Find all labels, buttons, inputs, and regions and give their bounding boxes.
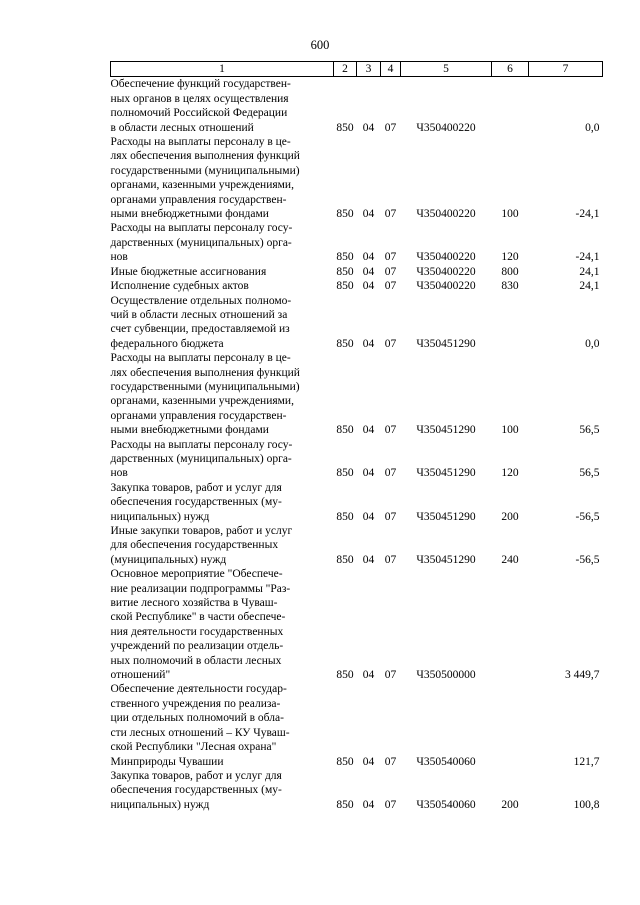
row-subsection: 07 — [384, 251, 397, 264]
row-expense-type: 100 — [501, 208, 519, 221]
row-name — [111, 769, 334, 812]
budget-table — [110, 61, 603, 812]
row-admin-code: 850 — [336, 121, 354, 134]
header-col-2: 2 — [334, 62, 357, 77]
row-name-line: ных полномочий в области лесных — [110, 654, 282, 667]
row-admin-code: 850 — [336, 337, 354, 350]
row-expense-type: 240 — [501, 553, 519, 566]
row-amount: 0,0 — [585, 337, 600, 350]
table-row — [111, 438, 603, 481]
row-name-line: Обеспечение деятельности государ- — [110, 683, 287, 696]
row-section: 04 — [362, 280, 375, 293]
header-col-3: 3 — [357, 62, 381, 77]
row-name-line: в области лесных отношений — [110, 121, 254, 134]
row-name-line: органами управления государствен- — [110, 193, 287, 206]
row-name — [111, 77, 334, 135]
table-row — [111, 279, 603, 293]
row-name — [111, 682, 334, 768]
row-name-line: ными внебюджетными фондами — [110, 208, 269, 221]
row-name-line: полномочий Российской Федерации — [110, 107, 288, 120]
table-row — [111, 524, 603, 567]
row-name — [111, 265, 334, 279]
row-name-line: для обеспечения государственных — [110, 539, 279, 552]
row-target-article: Ч350540060 — [416, 798, 476, 811]
row-name-line: ской Республики "Лесная охрана" — [110, 741, 277, 754]
row-name-line: ции отдельных полномочий в обла- — [110, 712, 284, 725]
row-name-line: органами, казенными учреждениями, — [110, 395, 294, 408]
row-name-line: ственного учреждения по реализа- — [110, 697, 281, 710]
row-name-line: Расходы на выплаты персоналу в це- — [110, 352, 291, 365]
row-name-line: (муниципальных) нужд — [110, 553, 227, 566]
row-name-line: Осуществление отдельных полномо- — [110, 294, 292, 307]
row-name-line: государственными (муниципальными) — [110, 380, 300, 393]
row-amount: 56,5 — [579, 424, 600, 437]
row-name-line: отношений" — [110, 669, 171, 682]
row-admin-code: 850 — [336, 208, 354, 221]
table-row — [111, 682, 603, 768]
header-col-6: 6 — [492, 62, 529, 77]
header-col-1: 1 — [111, 62, 334, 77]
row-name-line: ных органов в целях осуществления — [110, 92, 289, 105]
row-name — [111, 221, 334, 264]
row-name-line: обеспечения государственных (му- — [110, 496, 282, 509]
row-expense-type — [492, 682, 529, 768]
row-target-article: Ч350451290 — [416, 337, 476, 350]
row-section: 04 — [362, 337, 375, 350]
row-target-article: Ч350451290 — [416, 424, 476, 437]
row-target-article: Ч350451290 — [416, 467, 476, 480]
row-name-line: дарственных (муниципальных) орга- — [110, 236, 292, 249]
row-name-line: учреждений по реализации отдель- — [110, 640, 284, 653]
row-admin-code: 850 — [336, 424, 354, 437]
table-row — [111, 265, 603, 279]
row-name-line: лях обеспечения выполнения функций — [110, 366, 300, 379]
table-row — [111, 567, 603, 682]
page-number: 600 — [310, 38, 330, 52]
table-row — [111, 135, 603, 221]
row-target-article: Ч350400220 — [416, 251, 476, 264]
header-row — [111, 62, 603, 77]
row-expense-type — [492, 77, 529, 135]
row-subsection: 07 — [384, 510, 397, 523]
table-row — [111, 481, 603, 524]
table-row — [111, 351, 603, 437]
row-name-line: Закупка товаров, работ и услуг для — [110, 769, 282, 782]
row-name-line: ными внебюджетными фондами — [110, 424, 269, 437]
table-body — [111, 77, 603, 812]
row-name-line: Минприроды Чувашии — [110, 755, 224, 768]
row-admin-code: 850 — [336, 265, 354, 278]
row-expense-type: 830 — [501, 280, 519, 293]
row-name-line: Основное мероприятие "Обеспече- — [110, 568, 283, 581]
row-target-article: Ч350540060 — [416, 755, 476, 768]
row-name — [111, 481, 334, 524]
row-name-line: ние реализации подпрограммы "Раз- — [110, 582, 291, 595]
row-subsection: 07 — [384, 121, 397, 134]
row-amount: 100,8 — [573, 798, 600, 811]
row-name-line: обеспечения государственных (му- — [110, 784, 282, 797]
row-admin-code: 850 — [336, 798, 354, 811]
row-name-line: Обеспечение функций государствен- — [110, 78, 291, 91]
row-admin-code: 850 — [336, 553, 354, 566]
row-subsection: 07 — [384, 553, 397, 566]
row-admin-code: 850 — [336, 251, 354, 264]
header-col-4: 4 — [381, 62, 401, 77]
row-name-line: органами управления государствен- — [110, 409, 287, 422]
row-subsection: 07 — [384, 208, 397, 221]
row-subsection: 07 — [384, 467, 397, 480]
row-name-line: органами, казенными учреждениями, — [110, 179, 294, 192]
table-row — [111, 77, 603, 135]
row-amount: 24,1 — [579, 280, 600, 293]
row-amount: 3 449,7 — [565, 669, 600, 682]
row-admin-code: 850 — [336, 755, 354, 768]
header-col-5: 5 — [401, 62, 492, 77]
row-target-article: Ч350451290 — [416, 553, 476, 566]
row-name-line: государственными (муниципальными) — [110, 164, 300, 177]
row-section: 04 — [362, 424, 375, 437]
row-name-line: Расходы на выплаты персоналу в це- — [110, 136, 291, 149]
row-name-line: ния деятельности государственных — [110, 625, 284, 638]
row-target-article: Ч350400220 — [416, 265, 476, 278]
row-section: 04 — [362, 669, 375, 682]
row-section: 04 — [362, 553, 375, 566]
row-expense-type: 100 — [501, 424, 519, 437]
row-admin-code: 850 — [336, 280, 354, 293]
row-expense-type — [492, 294, 529, 352]
row-subsection: 07 — [384, 755, 397, 768]
row-section: 04 — [362, 510, 375, 523]
row-amount: -56,5 — [575, 553, 600, 566]
row-section: 04 — [362, 755, 375, 768]
row-expense-type: 800 — [501, 265, 519, 278]
row-name-line: ниципальных) нужд — [110, 510, 210, 523]
row-amount: 0,0 — [585, 121, 600, 134]
row-amount: 56,5 — [579, 467, 600, 480]
row-name-line: сти лесных отношений – КУ Чуваш- — [110, 726, 290, 739]
row-section: 04 — [362, 467, 375, 480]
row-amount: 24,1 — [579, 265, 600, 278]
row-name — [111, 279, 334, 293]
row-expense-type: 120 — [501, 251, 519, 264]
row-expense-type: 200 — [501, 798, 519, 811]
row-target-article: Ч350451290 — [416, 510, 476, 523]
row-target-article: Ч350500000 — [416, 669, 476, 682]
row-subsection: 07 — [384, 280, 397, 293]
row-name-line: федерального бюджета — [110, 337, 224, 350]
row-expense-type — [492, 567, 529, 682]
row-name — [111, 351, 334, 437]
table-row — [111, 769, 603, 812]
row-amount: -24,1 — [575, 251, 600, 264]
row-amount: -24,1 — [575, 208, 600, 221]
row-section: 04 — [362, 208, 375, 221]
row-subsection: 07 — [384, 424, 397, 437]
row-name — [111, 567, 334, 682]
row-admin-code: 850 — [336, 510, 354, 523]
header-col-7: 7 — [529, 62, 603, 77]
row-name-line: Расходы на выплаты персоналу госу- — [110, 438, 293, 451]
row-name-line: дарственных (муниципальных) орга- — [110, 452, 292, 465]
row-name-line: лях обеспечения выполнения функций — [110, 150, 300, 163]
row-section: 04 — [362, 121, 375, 134]
row-name-line: Расходы на выплаты персоналу госу- — [110, 222, 293, 235]
row-name-line: нов — [110, 251, 128, 264]
row-expense-type: 120 — [501, 467, 519, 480]
row-name — [111, 438, 334, 481]
row-subsection: 07 — [384, 669, 397, 682]
row-name-line: чий в области лесных отношений за — [110, 308, 288, 321]
row-name-line: ской Республике" в части обеспече- — [110, 611, 286, 624]
row-admin-code: 850 — [336, 467, 354, 480]
row-target-article: Ч350400220 — [416, 208, 476, 221]
row-name-line: Закупка товаров, работ и услуг для — [110, 481, 282, 494]
row-name-line: Исполнение судебных актов — [110, 280, 249, 293]
row-target-article: Ч350400220 — [416, 280, 476, 293]
row-name-line: ниципальных) нужд — [110, 798, 210, 811]
row-name — [111, 294, 334, 352]
row-section: 04 — [362, 798, 375, 811]
row-target-article: Ч350400220 — [416, 121, 476, 134]
table-row — [111, 294, 603, 352]
row-name — [111, 135, 334, 221]
row-section: 04 — [362, 265, 375, 278]
row-expense-type: 200 — [501, 510, 519, 523]
row-subsection: 07 — [384, 265, 397, 278]
row-subsection: 07 — [384, 798, 397, 811]
row-admin-code: 850 — [336, 669, 354, 682]
row-name-line: нов — [110, 467, 128, 480]
table-row — [111, 221, 603, 264]
row-name-line: Иные бюджетные ассигнования — [110, 265, 267, 278]
row-amount: -56,5 — [575, 510, 600, 523]
row-name-line: счет субвенции, предоставляемой из — [110, 323, 290, 336]
row-name — [111, 524, 334, 567]
row-section: 04 — [362, 251, 375, 264]
row-amount: 121,7 — [573, 755, 600, 768]
row-name-line: Иные закупки товаров, работ и услуг — [110, 525, 293, 537]
row-name-line: витие лесного хозяйства в Чуваш- — [110, 597, 278, 610]
row-subsection: 07 — [384, 337, 397, 350]
